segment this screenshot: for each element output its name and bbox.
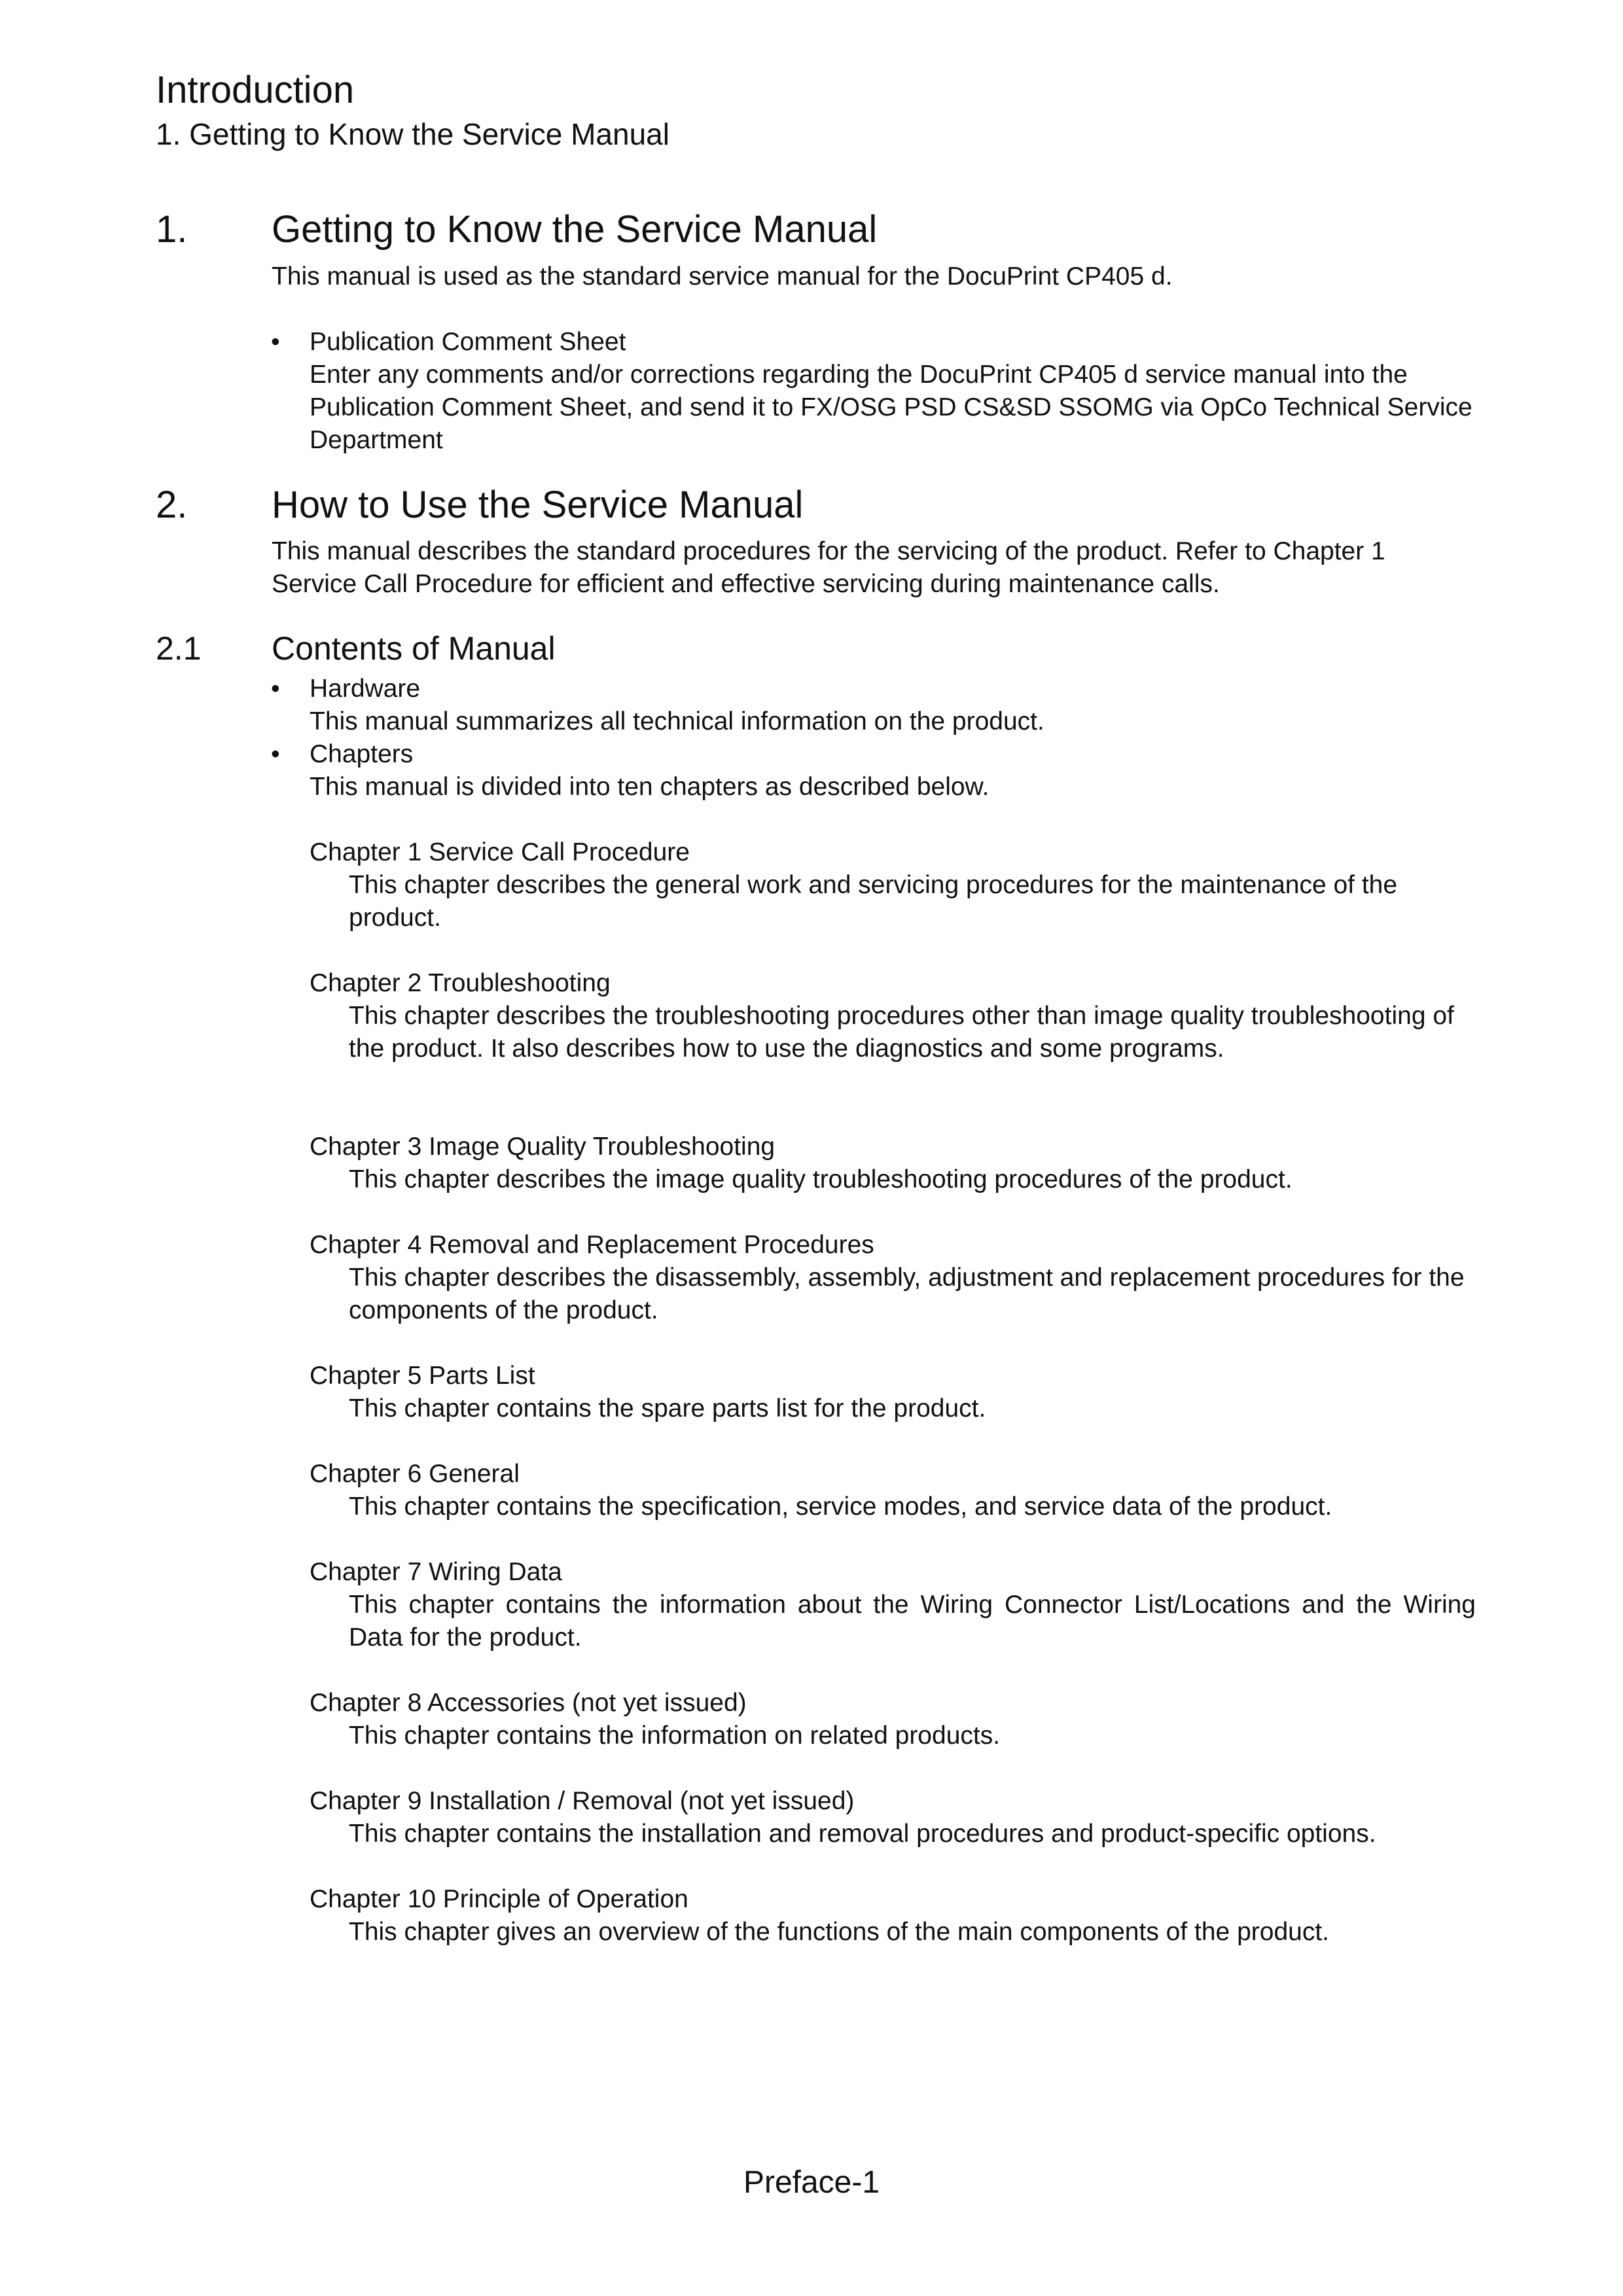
chapter-6-entry	[310, 1458, 1476, 1523]
bullet-chapters	[310, 738, 1476, 804]
chapter-description: This chapter describes the troubleshooting procedures other than image quality troubleshooting of the product. It also describes how to use the diagnostics and some programs.	[349, 1002, 1454, 1063]
section-1-title: Getting to Know the Service Manual	[272, 208, 878, 251]
chapter-heading: Chapter 6 General	[310, 1460, 520, 1488]
chapter-heading: Chapter 7 Wiring Data	[310, 1558, 562, 1586]
chapter-5-entry	[310, 1360, 1476, 1425]
bullet-title: Chapters	[310, 740, 414, 768]
chapter-4-entry	[310, 1229, 1476, 1327]
section-2-number: 2.	[156, 484, 188, 526]
chapter-description: This chapter describes the general work and servicing procedures for the maintenance of the product.	[349, 871, 1398, 932]
bullet-publication-comment-sheet	[310, 326, 1476, 457]
section-2-intro: This manual describes the standard procedures for the servicing of the product. Refer to Chapter 1 Service Call Procedure for efficient and effective servicing during maintenance calls.	[272, 537, 1385, 598]
running-header-subtitle: 1. Getting to Know the Service Manual	[156, 117, 669, 151]
page-number-label: Preface-1	[743, 2165, 880, 2200]
chapter-heading: Chapter 8 Accessories (not yet issued)	[310, 1689, 747, 1717]
chapter-3-entry	[310, 1131, 1476, 1196]
chapter-description: This chapter contains the spare parts list for the product.	[349, 1394, 986, 1422]
chapter-7-entry	[310, 1556, 1476, 1654]
bullet-dot: •	[271, 328, 280, 356]
chapter-heading: Chapter 1 Service Call Procedure	[310, 838, 690, 866]
section-2-title: How to Use the Service Manual	[272, 484, 804, 526]
chapter-description: This chapter gives an overview of the functions of the main components of the product.	[349, 1918, 1329, 1946]
running-header-title: Introduction	[156, 69, 355, 111]
chapter-1-entry	[310, 836, 1476, 934]
section-2-1-title: Contents of Manual	[272, 630, 556, 667]
chapter-heading: Chapter 3 Image Quality Troubleshooting	[310, 1133, 776, 1161]
section-1-number: 1.	[156, 208, 188, 251]
chapter-description: This chapter contains the information about the Wiring Connector List/Locations and the Wiring Data for the product.	[349, 1591, 1476, 1651]
chapter-heading: Chapter 9 Installation / Removal (not yet issued)	[310, 1787, 855, 1815]
bullet-hardware	[310, 673, 1476, 738]
chapter-8-entry	[310, 1687, 1476, 1752]
chapter-heading: Chapter 2 Troubleshooting	[310, 969, 611, 997]
bullet-title: Publication Comment Sheet	[310, 328, 626, 356]
chapter-2-entry	[310, 967, 1476, 1065]
chapter-description: This chapter contains the information on related products.	[349, 1722, 1001, 1750]
chapter-heading: Chapter 4 Removal and Replacement Procedures	[310, 1231, 874, 1259]
bullet-dot: •	[271, 740, 280, 768]
section-2-1-number: 2.1	[156, 630, 202, 667]
bullet-text: This manual is divided into ten chapters as described below.	[310, 773, 990, 801]
chapter-description: This chapter contains the specification, service modes, and service data of the product.	[349, 1492, 1332, 1521]
section-1-intro: This manual is used as the standard service manual for the DocuPrint CP405 d.	[272, 262, 1173, 291]
chapter-description: This chapter describes the disassembly, assembly, adjustment and replacement procedures for the components of the product.	[349, 1263, 1465, 1324]
chapter-9-entry	[310, 1785, 1476, 1850]
bullet-dot: •	[271, 675, 280, 703]
chapter-heading: Chapter 5 Parts List	[310, 1362, 535, 1390]
chapter-heading: Chapter 10 Principle of Operation	[310, 1885, 688, 1913]
chapter-description: This chapter contains the installation and removal procedures and product-specific options.	[349, 1820, 1376, 1848]
bullet-title: Hardware	[310, 675, 421, 703]
bullet-text: Enter any comments and/or corrections regarding the DocuPrint CP405 d service manual into the Publication Comment Sheet, and send it to FX/OSG PSD CS&SD SSOMG via OpCo Technical Service Department	[310, 361, 1472, 454]
bullet-text: This manual summarizes all technical information on the product.	[310, 707, 1044, 735]
chapter-description: This chapter describes the image quality troubleshooting procedures of the product.	[349, 1165, 1293, 1193]
chapter-10-entry	[310, 1883, 1476, 1949]
